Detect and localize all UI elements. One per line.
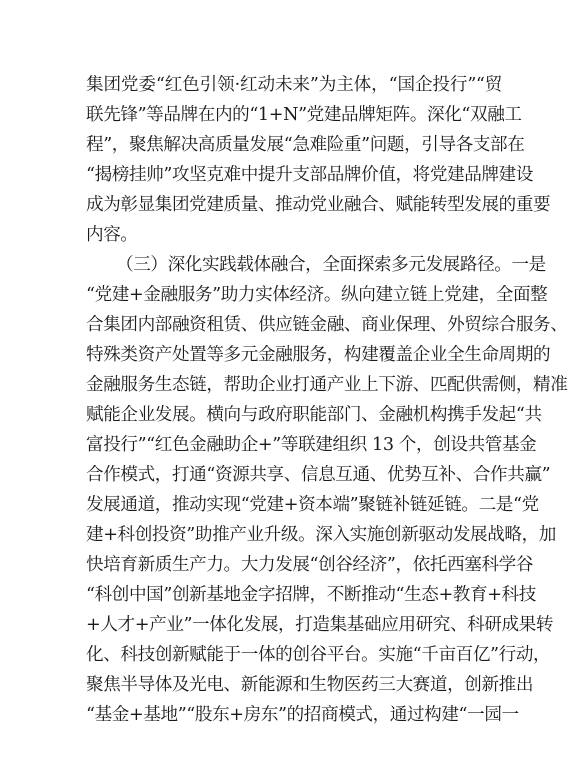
text-line: 快培育新质生产力。大力发展“创谷经济”，依托西塞科学谷 [86,555,534,575]
text-line: 程”，聚焦解决高质量发展“急难险重”问题，引导各支部在 [86,135,525,155]
text-line: “基金+基地”“股东+房东”的招商模式，通过构建“一园一 [86,705,519,725]
text-line: 赋能企业发展。横向与政府职能部门、金融机构携手发起“共 [86,405,542,425]
text-line: 联先锋”等品牌在内的“1+N”党建品牌矩阵。深化“双融工 [86,105,522,125]
text-line: 化、科技创新赋能于一体的创谷平台。实施“千亩百亿”行动， [86,645,551,665]
text-line: “党建+金融服务”助力实体经济。纵向建立链上党建，全面整 [86,285,548,305]
text-line: 内容。 [86,225,138,245]
text-line: 发展通道，推动实现“党建+资本端”聚链补链延链。二是“党 [86,495,539,515]
text-line: “揭榜挂帅”攻坚克难中提升支部品牌价值，将党建品牌建设 [86,165,534,185]
text-line: +人才+产业”一体化发展，打造集基础应用研究、科研成果转 [86,615,554,635]
text-line: 聚焦半导体及光电、新能源和生物医药三大赛道，创新推出 [86,675,534,695]
text-line: 合作模式，打通“资源共享、信息互通、优势互补、合作共赢” [86,465,551,485]
section-heading-line: （三）深化实践载体融合，全面探索多元发展路径。一是 [116,255,546,275]
text-line: 富投行”“红色金融助企+”等联建组织 13 个，创设共管基金 [86,435,537,455]
text-line: 合集团内部融资租赁、供应链金融、商业保理、外贸综合服务、 [86,315,568,335]
body-text [86,70,568,730]
text-line: 特殊类资产处置等多元金融服务，构建覆盖企业全生命周期的 [86,345,551,365]
text-line: “科创中国”创新基地金字招牌，不断推动“生态+教育+科技 [86,585,536,605]
text-line: 建+科创投资”助推产业升级。深入实施创新驱动发展战略，加 [86,525,556,545]
text-line: 成为彰显集团党建质量、推动党业融合、赋能转型发展的重要 [86,195,551,215]
text-line: 金融服务生态链，帮助企业打通产业上下游、匹配供需侧，精准 [86,375,568,395]
text-line: 集团党委“红色引领·红动未来”为主体，“国企投行”“贸 [86,75,502,95]
